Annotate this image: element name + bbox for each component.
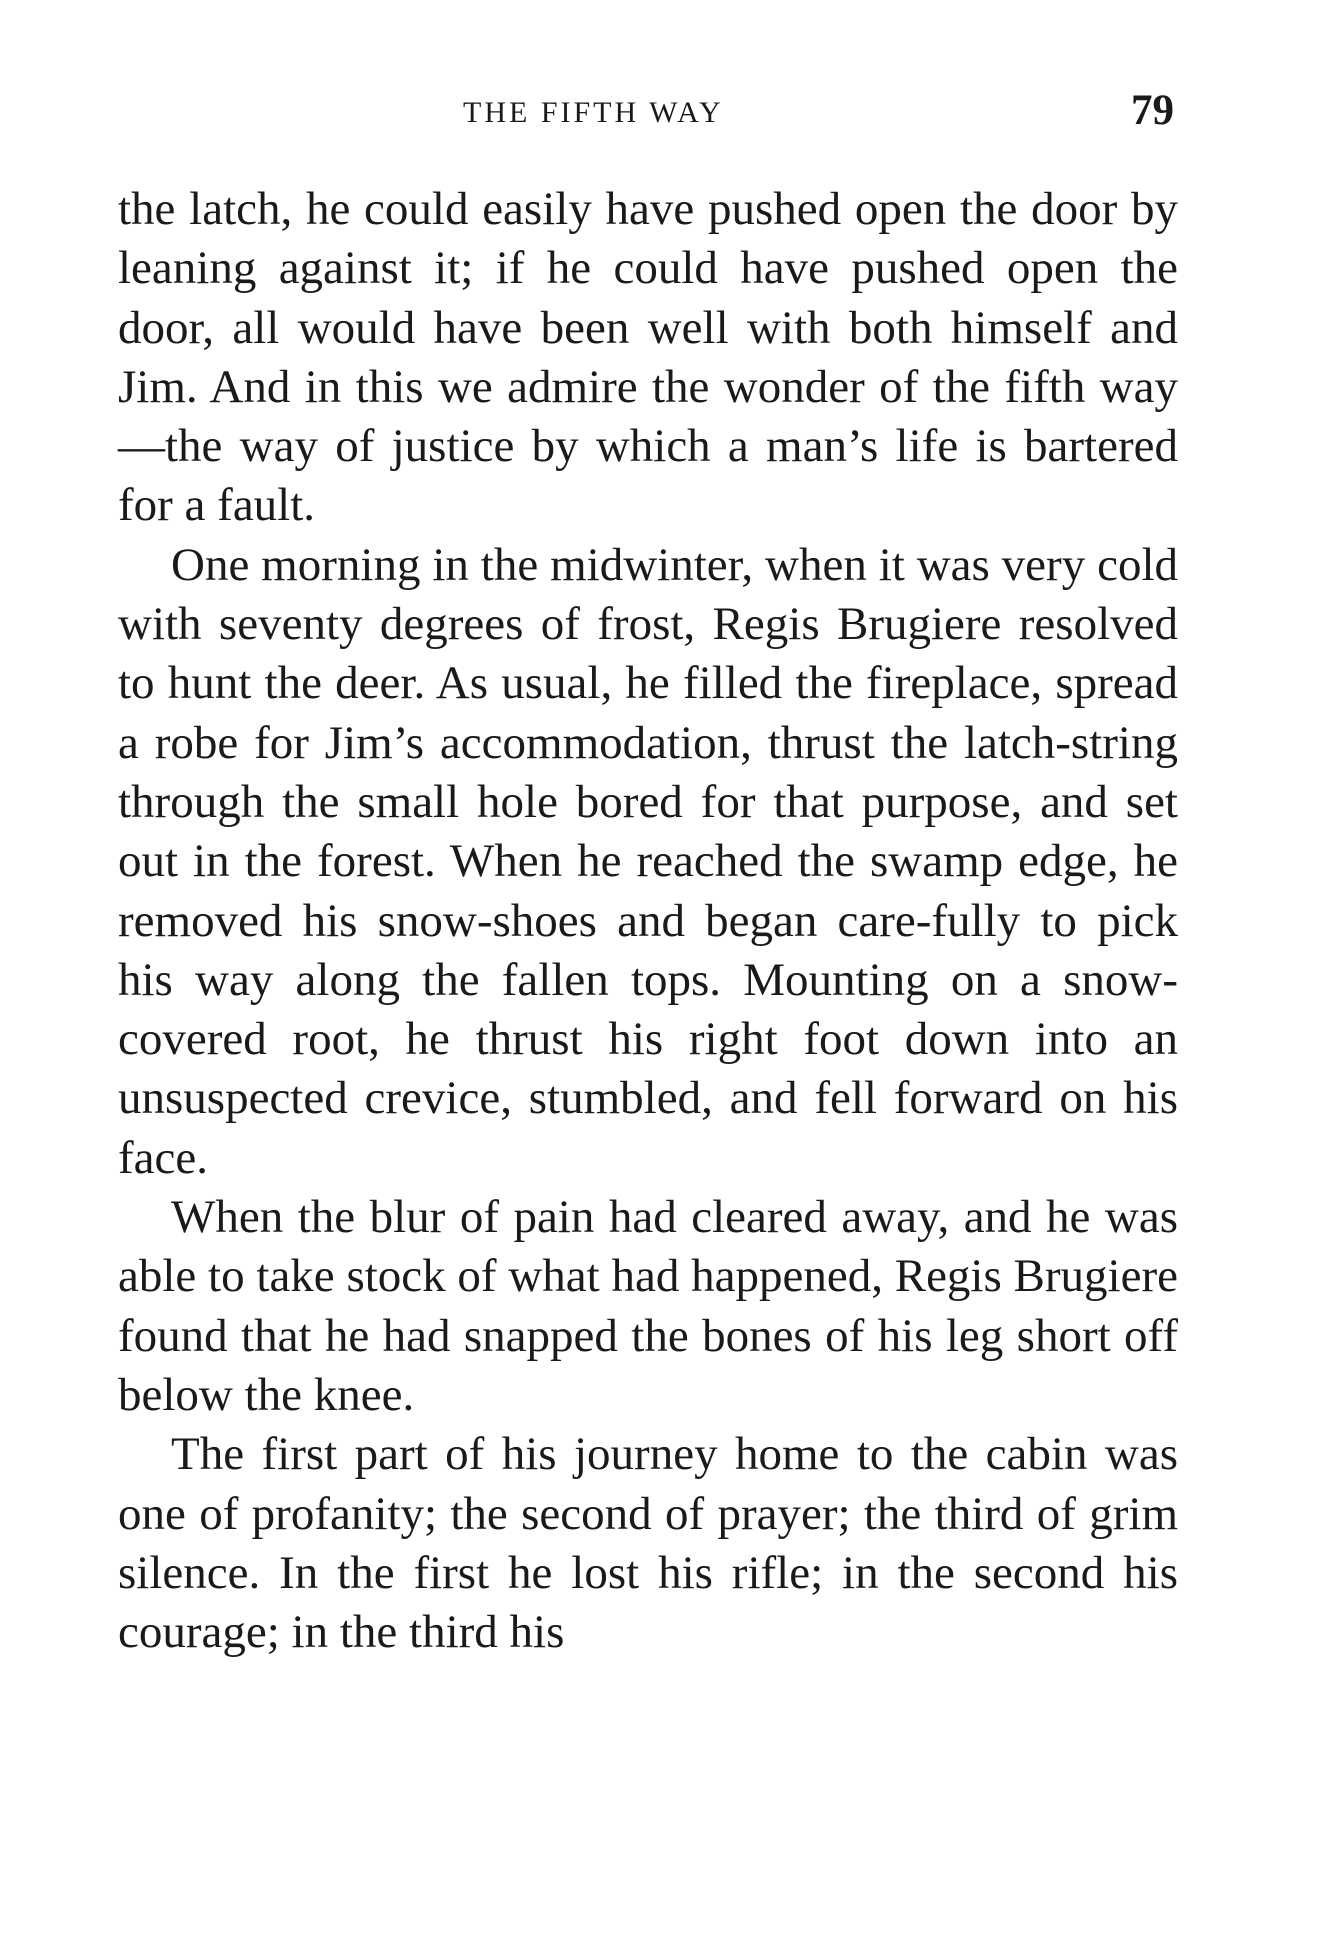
paragraph: The first part of his journey home to the cabin was one of profanity; the second of prayer; the third of grim silence. In the first he lost his rifle; in the second his courage; in the third his [118, 1428, 1178, 1659]
page-header [118, 86, 1178, 142]
book-page [118, 86, 1178, 1659]
page-number: 79 [1131, 87, 1174, 134]
paragraph: One morning in the midwinter, when it was very cold with seventy degrees of frost, Regis Brugiere resolved to hunt the deer. As usual, he filled the fireplace, spread a robe for Jim’s accommodation, thrust the latch-string through the small hole bored for that purpose, and set out in the forest. When he reached the swamp edge, he removed his snow-shoes and began care-fully to pick his way along the fallen tops. Mounting on a snow-covered root, he thrust his right foot down into an unsuspected crevice, stumbled, and fell forward on his face. [118, 538, 1178, 1184]
running-title: THE FIFTH WAY [463, 96, 724, 129]
paragraph-continued: the latch, he could easily have pushed open the door by leaning against it; if he could have pushed open the door, all would have been well with both himself and Jim. And in this we admire the wonder of the fifth way—the way of justice by which a man’s life is bartered for a fault. [118, 183, 1178, 532]
body-text [118, 180, 1178, 1662]
paragraph: When the blur of pain had cleared away, and he was able to take stock of what had happened, Regis Brugiere found that he had snapped the bones of his leg short off below the knee. [118, 1191, 1178, 1421]
